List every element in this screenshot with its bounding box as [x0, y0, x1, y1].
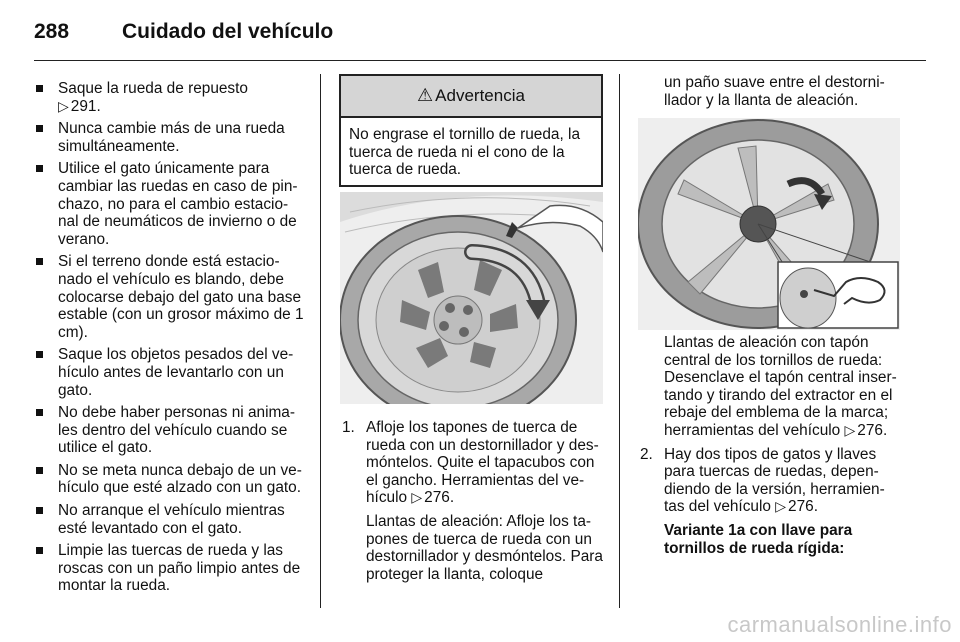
column-divider-left [320, 74, 321, 608]
alloy-cap-drawing [638, 118, 900, 330]
page-reference: ▷ 276. [411, 489, 455, 507]
list-item-text: Limpie las tuercas de rueda y las roscas con un paño limpio antes de montar la rueda. [58, 542, 301, 595]
list-item [34, 404, 306, 457]
hubcap-removal-drawing [340, 192, 603, 404]
step-text: Afloje los tapones de tuerca de rueda con un destornillador y des-móntelos. Quite el tapacubos con el gancho. Herramientas del ve-hículo [366, 419, 599, 507]
list-item [34, 253, 306, 341]
reference-triangle-icon: ▷ [844, 421, 856, 438]
warning-box [339, 74, 603, 187]
warning-title: Advertencia [435, 86, 525, 106]
warning-title-bar [341, 76, 601, 118]
reference-triangle-icon: ▷ [58, 97, 69, 114]
list-item-text: Nunca cambie más de una rueda simultáneamente. [58, 120, 285, 155]
list-item-text: Saque la rueda de repuesto [58, 80, 248, 97]
hubcap-removal-illustration [340, 192, 603, 404]
page-reference: ▷ 276. [775, 498, 818, 516]
column-right-lower [638, 334, 904, 557]
bullet-square-icon [36, 467, 43, 474]
column-right [638, 74, 904, 109]
chapter-title: Cuidado del vehículo [122, 20, 334, 43]
bullet-square-icon [36, 85, 43, 92]
list-item-text: Saque los objetos pesados del ve-hículo antes de levantarlo con un gato. [58, 346, 294, 399]
column-divider-right [619, 74, 620, 608]
continued-text: un paño suave entre el destorni-llador y la llanta de aleación. [664, 74, 885, 109]
list-item-text: No se meta nunca debajo de un ve-hículo que esté alzado con un gato. [58, 461, 302, 497]
list-item [34, 80, 306, 115]
list-item [34, 542, 306, 595]
warning-text: No engrase el tornillo de rueda, la tuerca de rueda ni el cono de la tuerca de rueda. [349, 126, 581, 179]
list-item-text: Si el terreno donde está estacio-nado el vehículo es blando, debe colocarse debajo del gato una base estable (con un grosor máximo de 1 cm). [58, 253, 304, 341]
step-text: Hay dos tipos de gatos y llaves para tuercas de ruedas, depen-diendo de la versión, herramien-tas del vehículo [664, 445, 885, 516]
header-divider [34, 60, 926, 61]
page-reference: ▷ 291. [58, 97, 101, 115]
bullet-square-icon [36, 507, 43, 514]
list-item-text: No arranque el vehículo mientras esté levantado con el gato. [58, 502, 285, 537]
reference-triangle-icon: ▷ [411, 489, 423, 506]
list-item-text: Utilice el gato únicamente para cambiar las ruedas en caso de pin-chazo, no para el cambio estacio-nal de neumáticos de invierno o de verano. [58, 160, 298, 248]
bullet-square-icon [36, 258, 43, 265]
list-item [34, 346, 306, 399]
page-reference: ▷ 276. [844, 421, 888, 439]
list-item [34, 120, 306, 155]
step-2 [638, 446, 904, 558]
bullet-square-icon [36, 165, 43, 172]
variant-heading: Variante 1a con llave para tornillos de rueda rígida: [664, 521, 853, 557]
list-item [34, 462, 306, 497]
list-item-text: No debe haber personas ni anima-les dentro del vehículo cuando se utilice el gato. [58, 404, 295, 457]
alloy-center-cap-illustration [638, 118, 900, 330]
warning-triangle-icon: ⚠ [417, 85, 434, 106]
step-number: 2. [640, 445, 653, 463]
precaution-list [34, 80, 306, 595]
alloy-cap-caption: Llantas de aleación con tapón central de los tornillos de rueda: Desenclave el tapón central inser-tando y tirando del extractor en el rebaje del emblema de la marca; herramientas del vehículo [664, 334, 897, 439]
bullet-square-icon [36, 351, 43, 358]
step-1 [340, 419, 604, 589]
column-left [34, 80, 306, 600]
list-item [34, 160, 306, 248]
bullet-square-icon [36, 547, 43, 554]
step-number: 1. [342, 419, 355, 436]
bullet-square-icon [36, 125, 43, 132]
column-middle [339, 74, 603, 187]
watermark: carmanualsonline.info [727, 612, 952, 637]
bullet-square-icon [36, 409, 43, 416]
alloy-instruction: Llantas de aleación: Afloje los ta-pones de tuerca de rueda con un destornillador y desmóntelos. Para proteger la llanta, coloque [366, 512, 603, 583]
reference-triangle-icon: ▷ [775, 498, 787, 515]
list-item [34, 502, 306, 537]
page-number: 288 [34, 20, 70, 43]
